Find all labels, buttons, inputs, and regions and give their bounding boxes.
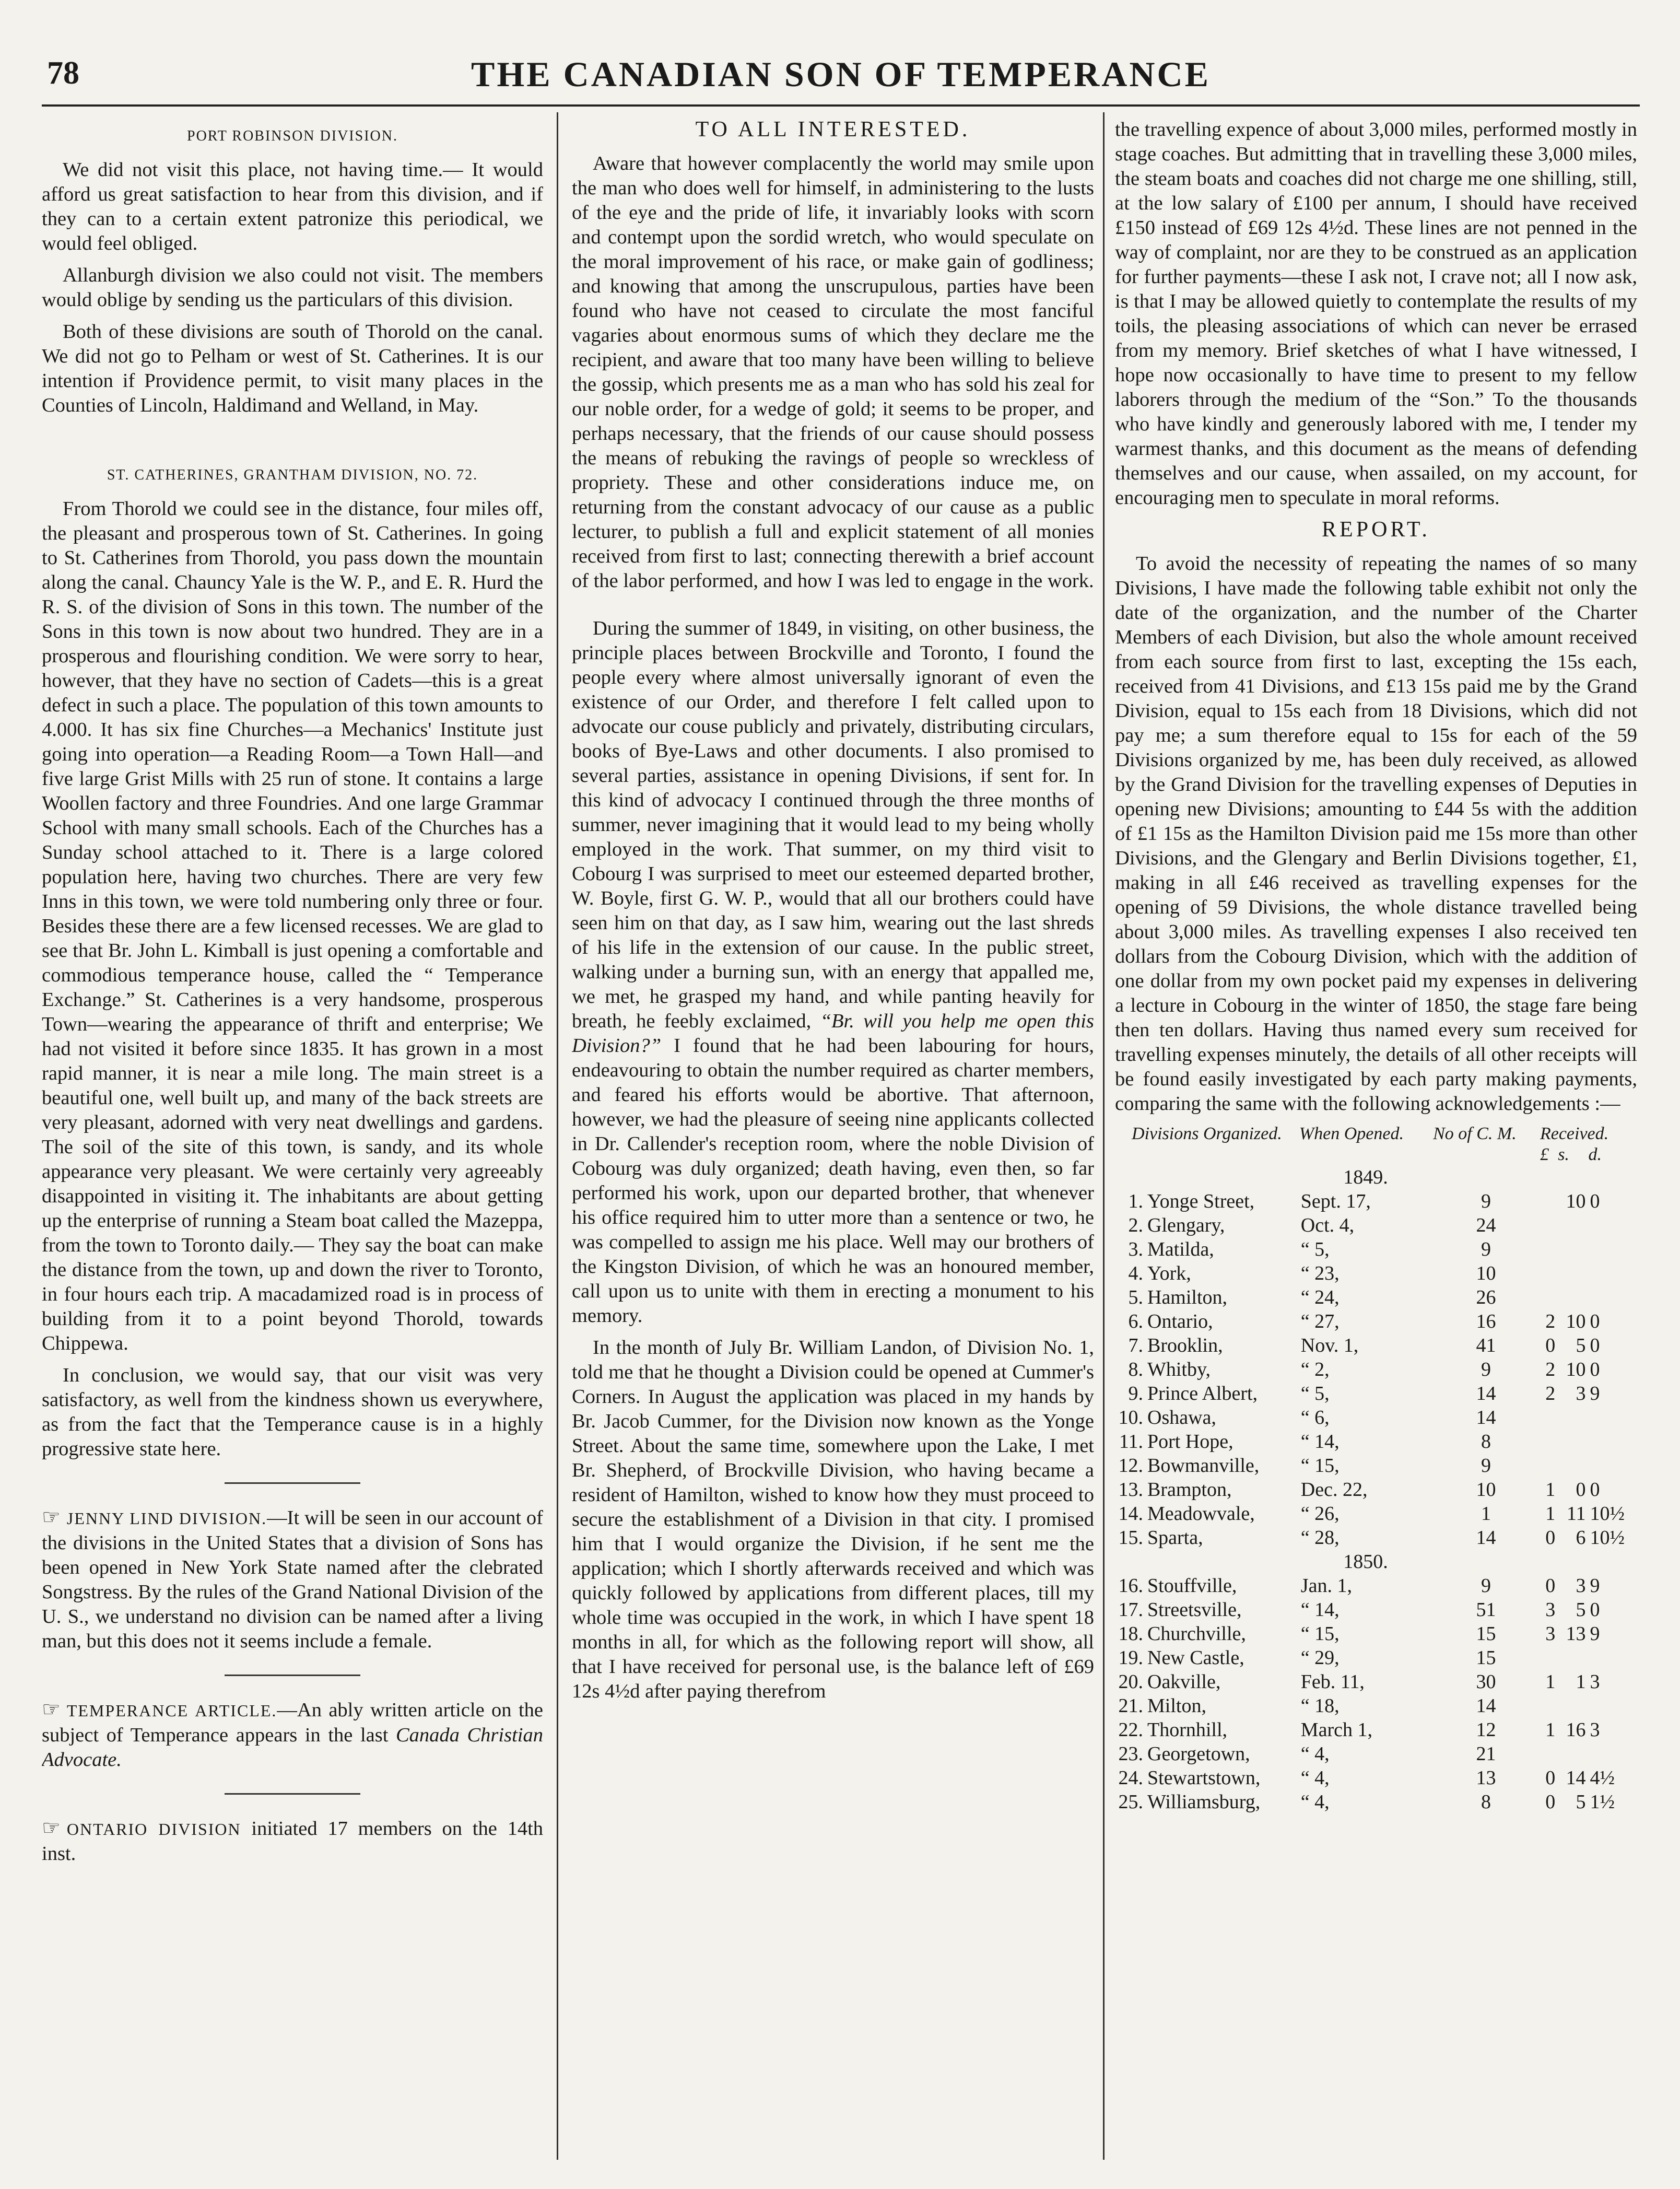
paragraph: Allanburgh division we also could not visit. The members would oblige by sending us the particulars of this division. bbox=[42, 264, 543, 311]
shillings: 3 bbox=[1576, 1383, 1586, 1404]
division-name: Glengary, bbox=[1147, 1214, 1225, 1236]
row-number: 9. bbox=[1128, 1383, 1143, 1404]
opened-date: “ 4, bbox=[1300, 1767, 1330, 1789]
row-number: 10. bbox=[1118, 1407, 1143, 1429]
row-number: 19. bbox=[1118, 1647, 1143, 1669]
pence: 0 bbox=[1590, 1359, 1600, 1380]
opened-date: “ 29, bbox=[1300, 1647, 1340, 1669]
charter-members: 10 bbox=[1476, 1479, 1496, 1501]
division-name: Port Hope, bbox=[1147, 1431, 1233, 1453]
pence bbox=[1588, 1213, 1638, 1237]
charter-members: 9 bbox=[1481, 1455, 1491, 1477]
year-label: 1849. bbox=[1343, 1166, 1388, 1188]
row-number: 23. bbox=[1118, 1743, 1143, 1765]
shillings bbox=[1557, 1694, 1588, 1718]
division-name: Streetsville, bbox=[1147, 1599, 1242, 1621]
division-name: York, bbox=[1147, 1262, 1191, 1284]
shillings: 13 bbox=[1566, 1623, 1586, 1645]
division-name: Oakville, bbox=[1147, 1671, 1221, 1693]
shillings: 5 bbox=[1576, 1335, 1586, 1356]
paragraph: From Thorold we could see in the distance, four miles off, the pleasant and prosperous town of St. Catherines. In going to St. Catherines from Thorold, you pass down the mountain along the canal. Chauncy Yale is the W. P., and E. R. Hurd the R. S. of the division of Sons in this town. The number of the Sons in this town is now about two hundred. They are in a prosperous and flourishing condition. We were sorry to hear, however, that they have no section of Cadets—this is a great defect in such a place. The population of this town amounts to 4.000. It has six fine Churches—a Mechanics' Institute just going into operation—a Reading Room—a Town Hall—and five large Grist Mills with 25 run of stone. It contains a large Woollen factory and three Foundries. And one large Grammar School with many small schools. Each of the Churches has a Sunday school attached to it. There is a large colored population here, having two churches. There are very few Inns in this town, we were told numbering only three or four. Besides these there are a few licensed recesses. We are glad to see that Br. John L. Kimball is just opening a comfortable and commodious temperance house, called the “ Temperance Exchange.” St. Catherines is a very handsome, prosperous Town—wearing the appearance of thrift and enterprise; We had not visited it before since 1835. It has grown in a most rapid manner, it is near a mile long. The main street is a beautiful one, well built up, and many of the back streets are very pleasant, adorned with very neat dwellings and gardens. The soil of the site of this town, is sandy, and its whole appearance very pleasant. We were certainly very agreeably disappointed in visiting it. The inhabitants are about getting up the enterprise of running a Steam boat called the Mazeppa, from the town to Toronto daily.— They say the boat can make the distance from the town, up and down the river to Toronto, in four hours each trip. A macadamized road is in process of building from it to a point beyond Thorold, towards Chippewa. bbox=[42, 498, 543, 1354]
paragraph: In the month of July Br. William Landon, of Division No. 1, told me that he thought a Division could be opened at Cummer's Corners. In August the application was placed in my hands by Br. Jacob Cummer, for the Division now known as the Yonge Street. About the same time, somewhere upon the Lake, I met Br. Shepherd, of Brockville Division, who having became a resident of Hamilton, wished to know how they must proceed to secure the establishment of a Division in that city. I promised him that I would organize the Division, if he sent me the application; which I shortly afterwards received and which was quickly followed by applications from different places, till my whole time was occupied in the work, in which I have spent 18 months in all, for which as the following report will show, all that I have received for personal use, is the balance left of £69 12s 4½d after paying therefrom bbox=[572, 1337, 1094, 1702]
charter-members: 30 bbox=[1476, 1671, 1496, 1693]
notice bbox=[42, 1505, 543, 1654]
row-number: 2. bbox=[1128, 1214, 1143, 1236]
page-header bbox=[42, 50, 1640, 97]
charter-members: 16 bbox=[1476, 1310, 1496, 1332]
division-name: Bowmanville, bbox=[1147, 1455, 1260, 1477]
year-row bbox=[1115, 1165, 1637, 1189]
table-row bbox=[1115, 1189, 1637, 1213]
table-row bbox=[1115, 1766, 1637, 1790]
charter-members: 8 bbox=[1481, 1431, 1491, 1453]
row-number: 22. bbox=[1118, 1719, 1143, 1741]
charter-members: 21 bbox=[1476, 1743, 1496, 1765]
table-row bbox=[1115, 1261, 1637, 1285]
opened-date: Sept. 17, bbox=[1300, 1190, 1371, 1212]
division-name: Prince Albert, bbox=[1147, 1383, 1258, 1404]
opened-date: “ 6, bbox=[1300, 1407, 1330, 1429]
row-number: 13. bbox=[1118, 1479, 1143, 1501]
notice-text: —It will be seen in our account of the divisions in the United States that a division of Sons has been opened in New York State named after the clebrated Songstress. By the rules of the Grand National Division of the U. S., we understand no division can be named after a living man, but this does not it seems include a female. bbox=[42, 1507, 543, 1652]
table-row bbox=[1115, 1237, 1637, 1261]
table-row bbox=[1115, 1333, 1637, 1357]
pence bbox=[1588, 1646, 1638, 1670]
pounds bbox=[1540, 1454, 1557, 1478]
pounds: 1 bbox=[1545, 1671, 1556, 1693]
row-number: 1. bbox=[1128, 1190, 1143, 1212]
pence bbox=[1588, 1454, 1638, 1478]
table-subheader-row bbox=[1115, 1144, 1637, 1165]
col-divisions: Divisions Organized. bbox=[1132, 1124, 1282, 1143]
opened-date: “ 2, bbox=[1300, 1359, 1330, 1380]
pounds bbox=[1540, 1430, 1557, 1454]
division-name: Whitby, bbox=[1147, 1359, 1211, 1380]
charter-members: 14 bbox=[1476, 1407, 1496, 1429]
pounds: 1 bbox=[1545, 1503, 1556, 1525]
report-heading: REPORT. bbox=[1322, 518, 1430, 542]
shillings: 10 bbox=[1566, 1310, 1586, 1332]
column-divider bbox=[1103, 112, 1105, 2160]
shillings: 5 bbox=[1576, 1599, 1586, 1621]
opened-date: “ 15, bbox=[1300, 1623, 1340, 1645]
opened-date: “ 14, bbox=[1300, 1599, 1340, 1621]
row-number: 5. bbox=[1128, 1286, 1143, 1308]
pounds: 0 bbox=[1545, 1791, 1556, 1813]
col-when: When Opened. bbox=[1299, 1124, 1404, 1143]
table-row bbox=[1115, 1598, 1637, 1622]
row-number: 17. bbox=[1118, 1599, 1143, 1621]
shillings: 14 bbox=[1566, 1767, 1586, 1789]
pointing-hand-icon: ☞ bbox=[42, 1505, 61, 1529]
charter-members: 14 bbox=[1476, 1383, 1496, 1404]
col-pounds: £ bbox=[1540, 1145, 1549, 1164]
shillings bbox=[1557, 1454, 1588, 1478]
divider bbox=[225, 1675, 360, 1676]
table-row bbox=[1115, 1718, 1637, 1742]
opened-date: Dec. 22, bbox=[1300, 1479, 1368, 1501]
division-name: Churchville, bbox=[1147, 1623, 1246, 1645]
row-number: 21. bbox=[1118, 1695, 1143, 1717]
pence: 9 bbox=[1590, 1623, 1600, 1645]
pounds: 0 bbox=[1545, 1335, 1556, 1356]
row-number: 12. bbox=[1118, 1455, 1143, 1477]
opened-date: March 1, bbox=[1300, 1719, 1372, 1741]
charter-members: 9 bbox=[1481, 1190, 1491, 1212]
pounds bbox=[1540, 1406, 1557, 1430]
pence bbox=[1588, 1261, 1638, 1285]
quoted-italic: “Br. will you help me open this Division?” bbox=[572, 1010, 1094, 1057]
shillings bbox=[1557, 1406, 1588, 1430]
division-name: Brampton, bbox=[1147, 1479, 1232, 1501]
charter-members: 15 bbox=[1476, 1623, 1496, 1645]
pence bbox=[1588, 1694, 1638, 1718]
year-row bbox=[1115, 1550, 1637, 1574]
pence bbox=[1588, 1237, 1638, 1261]
charter-members: 9 bbox=[1481, 1575, 1491, 1597]
column-3 bbox=[1115, 118, 1637, 2160]
pounds: 1 bbox=[1545, 1479, 1556, 1501]
division-name: Brooklin, bbox=[1147, 1335, 1223, 1356]
opened-date: Nov. 1, bbox=[1300, 1335, 1359, 1356]
division-name: Stouffville, bbox=[1147, 1575, 1237, 1597]
shillings: 16 bbox=[1566, 1719, 1586, 1741]
column-2 bbox=[572, 118, 1094, 2160]
pointing-hand-icon: ☞ bbox=[42, 1816, 61, 1840]
row-number: 24. bbox=[1118, 1767, 1143, 1789]
shillings bbox=[1557, 1261, 1588, 1285]
shillings bbox=[1557, 1430, 1588, 1454]
pence bbox=[1588, 1406, 1638, 1430]
shillings bbox=[1557, 1646, 1588, 1670]
charter-members: 51 bbox=[1476, 1599, 1496, 1621]
pence: 10½ bbox=[1590, 1503, 1625, 1525]
table-row bbox=[1115, 1430, 1637, 1454]
opened-date: Oct. 4, bbox=[1300, 1214, 1355, 1236]
table-row bbox=[1115, 1478, 1637, 1502]
pounds bbox=[1540, 1189, 1557, 1213]
opened-date: “ 14, bbox=[1300, 1431, 1340, 1453]
paragraph bbox=[572, 616, 1094, 1328]
table-row bbox=[1115, 1213, 1637, 1237]
division-name: Thornhill, bbox=[1147, 1719, 1228, 1741]
charter-members: 8 bbox=[1481, 1791, 1491, 1813]
row-number: 4. bbox=[1128, 1262, 1143, 1284]
pence: 9 bbox=[1590, 1575, 1600, 1597]
opened-date: “ 15, bbox=[1300, 1455, 1340, 1477]
paragraph-text: During the summer of 1849, in visiting, on other business, the principle places between Brockville and Toronto, I found the people every where almost universally ignorant of even the existence of our Order, and therefore I felt called upon to advocate our couse publicly and privately, distributing circulars, books of Bye-Laws and other documents. I also promised to several parties, assistance in opening Divisions, if sent for. In this kind of advocacy I continued through the three months of summer, never imagining that it would lead to my being wholly employed in the work. That summer, on my third visit to Cobourg I was surprised to meet our esteemed departed brother, W. Boyle, first G. W. P., would that all our brothers could have seen him on that day, as I saw him, wearing out the last shreds of his life in the extension of our cause. In the public street, walking under a burning sun, with an energy that appalled me, we met, he grasped my hand, and while panting heavily for breath, he feebly exclaimed, bbox=[572, 617, 1094, 1032]
pounds: 0 bbox=[1545, 1575, 1556, 1597]
paragraph: Aware that however complacently the world may smile upon the man who does well for himself, in administering to the lusts of the eye and the pride of life, it invariably looks with scorn and contempt upon the sordid wretch, who would speculate on the moral improvement of his race, or make gain of godliness; and knowing that among the unscrupulous, parties have been found who have not ceased to circulate the most fanciful vagaries about enormous sums of which they declare me the recipient, and aware that too many have been willing to believe the gossip, which presents me as a man who has sold his zeal for our noble order, for a wedge of gold; it seems to be proper, and perhaps necessary, that the friends of our cause should possess the means of rebuking the ravings of people so wreckless of propriety. These and other considerations induce me, on returning from the constant advocacy of our cause as a public lecturer, to publish a full and explicit statement of all monies received from first to last; connecting therewith a brief account of the labor performed, and how I was led to engage in the work. bbox=[572, 153, 1094, 592]
division-name: Stewartstown, bbox=[1147, 1767, 1261, 1789]
division-name: New Castle, bbox=[1147, 1647, 1244, 1669]
col-pence: d. bbox=[1588, 1145, 1602, 1164]
pounds: 1 bbox=[1545, 1719, 1556, 1741]
division-name: Sparta, bbox=[1147, 1527, 1203, 1549]
shillings: 6 bbox=[1576, 1527, 1586, 1549]
shillings: 5 bbox=[1576, 1791, 1586, 1813]
table-row bbox=[1115, 1790, 1637, 1814]
row-number: 18. bbox=[1118, 1623, 1143, 1645]
table-row bbox=[1115, 1670, 1637, 1694]
shillings bbox=[1557, 1213, 1588, 1237]
page-number: 78 bbox=[47, 55, 79, 91]
opened-date: “ 28, bbox=[1300, 1527, 1340, 1549]
shillings: 10 bbox=[1566, 1359, 1586, 1380]
table-row bbox=[1115, 1382, 1637, 1406]
opened-date: “ 5, bbox=[1300, 1383, 1330, 1404]
pence: 0 bbox=[1590, 1190, 1600, 1212]
division-name: Hamilton, bbox=[1147, 1286, 1228, 1308]
opened-date: “ 5, bbox=[1300, 1238, 1330, 1260]
opened-date: “ 24, bbox=[1300, 1286, 1340, 1308]
pounds bbox=[1540, 1285, 1557, 1309]
pounds bbox=[1540, 1694, 1557, 1718]
shillings: 11 bbox=[1566, 1503, 1586, 1525]
pounds: 2 bbox=[1545, 1310, 1556, 1332]
opened-date: “ 26, bbox=[1300, 1503, 1340, 1525]
column-1 bbox=[42, 118, 543, 2160]
section-heading: TO ALL INTERESTED. bbox=[695, 118, 971, 142]
divider bbox=[225, 1793, 360, 1795]
division-name: Williamsburg, bbox=[1147, 1791, 1261, 1813]
row-number: 25. bbox=[1118, 1791, 1143, 1813]
paragraph: the travelling expence of about 3,000 miles, performed mostly in stage coaches. But admitting that in travelling these 3,000 miles, the steam boats and coaches did not charge me one shilling, still, at the low salary of £100 per annum, I should have received £150 instead of £69 12s 4½d. These lines are not penned in the way of complaint, nor are they to be construed as an application for further payments—these I ask not, I crave not; all I now ask, is that I may be allowed quietly to contemplate the results of my toils, the pleasing associations of which can never be errased from my memory. Brief sketches of what I have witnessed, I hope now occasionally to have time to present to my fellow laborers through the medium of the “Son.” To the thousands who have kindly and generously labored with me, I tender my warmest thanks, and this document as the means of defending themselves and our cause, when assailed, on my account, for encouraging men to speculate in moral reforms. bbox=[1115, 119, 1637, 509]
pounds bbox=[1540, 1213, 1557, 1237]
division-name: Meadowvale, bbox=[1147, 1503, 1255, 1525]
row-number: 16. bbox=[1118, 1575, 1143, 1597]
shillings: 3 bbox=[1576, 1575, 1586, 1597]
table-row bbox=[1115, 1454, 1637, 1478]
row-number: 3. bbox=[1128, 1238, 1143, 1260]
table-row bbox=[1115, 1622, 1637, 1646]
table-row bbox=[1115, 1309, 1637, 1333]
division-name: Yonge Street, bbox=[1147, 1190, 1255, 1212]
opened-date: “ 4, bbox=[1300, 1791, 1330, 1813]
row-number: 7. bbox=[1128, 1335, 1143, 1356]
pounds bbox=[1540, 1742, 1557, 1766]
pence: 9 bbox=[1590, 1383, 1600, 1404]
pence: 0 bbox=[1590, 1599, 1600, 1621]
charter-members: 26 bbox=[1476, 1286, 1496, 1308]
opened-date: Feb. 11, bbox=[1300, 1671, 1365, 1693]
opened-date: “ 4, bbox=[1300, 1743, 1330, 1765]
pounds: 0 bbox=[1545, 1767, 1556, 1789]
pounds bbox=[1540, 1237, 1557, 1261]
charter-members: 13 bbox=[1476, 1767, 1496, 1789]
pence: 0 bbox=[1590, 1310, 1600, 1332]
pounds bbox=[1540, 1646, 1557, 1670]
pence: 1½ bbox=[1590, 1791, 1615, 1813]
charter-members: 14 bbox=[1476, 1527, 1496, 1549]
shillings: 10 bbox=[1566, 1190, 1586, 1212]
pence: 0 bbox=[1590, 1479, 1600, 1501]
notice-lead: JENNY LIND DIVISION. bbox=[66, 1509, 267, 1528]
charter-members: 10 bbox=[1476, 1262, 1496, 1284]
table-row bbox=[1115, 1742, 1637, 1766]
table-row bbox=[1115, 1357, 1637, 1382]
division-name: Oshawa, bbox=[1147, 1407, 1216, 1429]
pence bbox=[1588, 1430, 1638, 1454]
table-row bbox=[1115, 1646, 1637, 1670]
charter-members: 12 bbox=[1476, 1719, 1496, 1741]
pence: 0 bbox=[1590, 1335, 1600, 1356]
table-row bbox=[1115, 1694, 1637, 1718]
table-row bbox=[1115, 1526, 1637, 1550]
division-name: Matilda, bbox=[1147, 1238, 1214, 1260]
pounds: 0 bbox=[1545, 1527, 1556, 1549]
pounds: 2 bbox=[1545, 1383, 1556, 1404]
shillings bbox=[1557, 1285, 1588, 1309]
paragraph: To avoid the necessity of repeating the names of so many Divisions, I have made the following table exhibit not only the date of the organization, and the number of the Charter Members of each Division, but also the whole amount received from each source from first to last, excepting the 15s each, received from 41 Divisions, and £13 15s paid me by the Grand Division, equal to 15s each from 18 Divisions, which did not pay me; a sum therefore equal to 15s for each of the 59 Divisions organized by me, has been duly received, as allowed by the Grand Division for the travelling expenses of Deputies in opening new Divisions; amounting to £44 5s with the addition of £1 15s as the Hamilton Division paid me 15s more than other Divisions, and the Glengary and Berlin Divisions together, £1, making in all £46 received as travelling expenses for the opening of 59 Divisions, the whole distance travelled being about 3,000 miles. As travelling expenses I also received ten dollars from the Cobourg Division, which with the addition of one dollar from my own pocket paid my expenses in delivering a lecture in Cobourg in the winter of 1850, the stage fare being then ten dollars. Having thus named every sum received for travelling expenses minutely, the details of all other receipts will be found easily investigated by each party making payments, comparing the same with the following acknowledgements :— bbox=[1115, 553, 1637, 1115]
newspaper-title: THE CANADIAN SON OF TEMPERANCE bbox=[471, 54, 1211, 94]
pence bbox=[1588, 1285, 1638, 1309]
notice-lead: ONTARIO DIVISION bbox=[66, 1820, 241, 1839]
division-name: Georgetown, bbox=[1147, 1743, 1250, 1765]
charter-members: 41 bbox=[1476, 1335, 1496, 1356]
charter-members: 14 bbox=[1476, 1695, 1496, 1717]
section-heading: PORT ROBINSON DIVISION. bbox=[187, 128, 398, 144]
notice bbox=[42, 1697, 543, 1772]
paragraph-text: I found that he had been labouring for hours, endeavouring to obtain the number required as charter members, and feared his efforts would be abortive. That afternoon, however, we had the pleasure of seeing nine applicants collected in Dr. Callender's reception room, where the noble Division of Cobourg was duly organized; death having, even then, so far performed his work, upon our departed brother, that whenever his office required him to utter more than a sentence or two, he was compelled to assign me his place. Well may our brothers of the Kingston Division, of which he was an honoured member, call upon us to unite with them in erecting a monument to his memory. bbox=[572, 1035, 1094, 1327]
division-name: Milton, bbox=[1147, 1695, 1206, 1717]
pence: 3 bbox=[1590, 1671, 1600, 1693]
shillings bbox=[1557, 1237, 1588, 1261]
table-row bbox=[1115, 1406, 1637, 1430]
pounds: 3 bbox=[1545, 1623, 1556, 1645]
col-received: Received. bbox=[1540, 1124, 1609, 1143]
opened-date: “ 27, bbox=[1300, 1310, 1340, 1332]
notice-text: initiated 17 members on the 14th inst. bbox=[42, 1818, 543, 1865]
row-number: 14. bbox=[1118, 1503, 1143, 1525]
notice bbox=[42, 1816, 543, 1866]
row-number: 11. bbox=[1119, 1431, 1143, 1453]
row-number: 6. bbox=[1128, 1310, 1143, 1332]
shillings: 1 bbox=[1576, 1671, 1586, 1693]
shillings bbox=[1557, 1742, 1588, 1766]
col-shillings: s. bbox=[1558, 1145, 1569, 1164]
year-label: 1850. bbox=[1343, 1551, 1388, 1573]
paragraph: In conclusion, we would say, that our visit was very satisfactory, as well from the kindness shown us everywhere, as from the fact that the Temperance cause is in a highly progressive state here. bbox=[42, 1364, 543, 1460]
row-number: 15. bbox=[1118, 1527, 1143, 1549]
opened-date: Jan. 1, bbox=[1300, 1575, 1352, 1597]
shillings: 0 bbox=[1576, 1479, 1586, 1501]
charter-members: 15 bbox=[1476, 1647, 1496, 1669]
col-no: No of C. M. bbox=[1433, 1124, 1517, 1143]
pence: 3 bbox=[1590, 1719, 1600, 1741]
paragraph: Both of these divisions are south of Thorold on the canal. We did not go to Pelham or west of St. Catherines. It is our intention if Providence permit, to visit many places in the Counties of Lincoln, Haldimand and Welland, in May. bbox=[42, 321, 543, 416]
pounds: 3 bbox=[1545, 1599, 1556, 1621]
division-name: Ontario, bbox=[1147, 1310, 1213, 1332]
pence: 4½ bbox=[1590, 1767, 1615, 1789]
paragraph: We did not visit this place, not having time.— It would afford us great satisfaction to hear from this division, and if they can to a certain extent patronize this periodical, we would feel obliged. bbox=[42, 159, 543, 254]
table-header-row bbox=[1115, 1123, 1637, 1144]
section-heading: ST. CATHERINES, GRANTHAM DIVISION, NO. 72. bbox=[107, 467, 478, 483]
divider bbox=[225, 1482, 360, 1484]
pence bbox=[1588, 1742, 1638, 1766]
row-number: 20. bbox=[1118, 1671, 1143, 1693]
pointing-hand-icon: ☞ bbox=[42, 1698, 61, 1721]
pounds bbox=[1540, 1261, 1557, 1285]
table-row bbox=[1115, 1574, 1637, 1598]
pounds: 2 bbox=[1545, 1359, 1556, 1380]
notice-lead: TEMPERANCE ARTICLE. bbox=[66, 1701, 277, 1720]
pence: 10½ bbox=[1590, 1527, 1625, 1549]
notice-text: —An ably written article on the subject of Temperance appears in the last bbox=[42, 1699, 543, 1746]
opened-date: “ 18, bbox=[1300, 1695, 1340, 1717]
header-rule bbox=[42, 104, 1640, 107]
table-row bbox=[1115, 1285, 1637, 1309]
column-divider bbox=[557, 112, 558, 2160]
notice-italic: Canada Christian Advocate. bbox=[42, 1724, 543, 1771]
row-number: 8. bbox=[1128, 1359, 1143, 1380]
charter-members: 9 bbox=[1481, 1359, 1491, 1380]
divisions-table bbox=[1115, 1123, 1637, 1814]
charter-members: 1 bbox=[1481, 1503, 1491, 1525]
charter-members: 24 bbox=[1476, 1214, 1496, 1236]
table-row bbox=[1115, 1502, 1637, 1526]
opened-date: “ 23, bbox=[1300, 1262, 1340, 1284]
charter-members: 9 bbox=[1481, 1238, 1491, 1260]
